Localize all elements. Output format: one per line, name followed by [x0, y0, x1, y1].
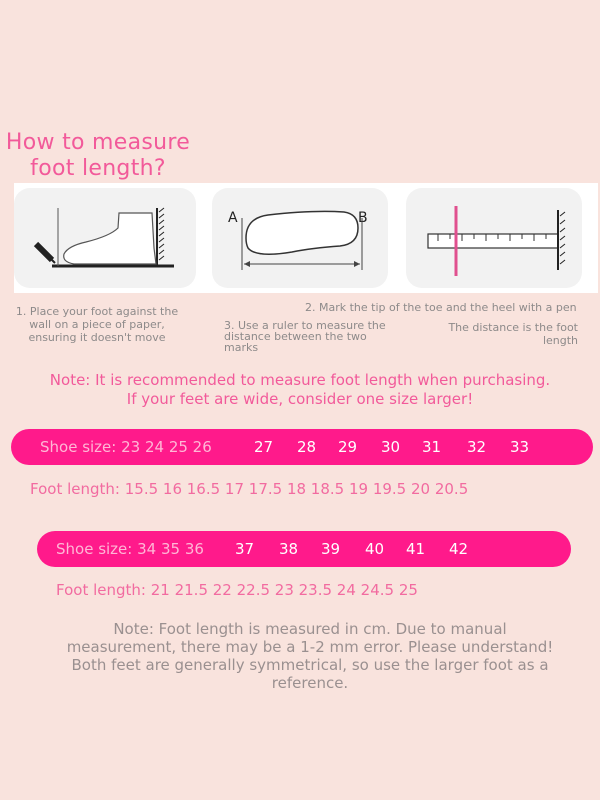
shoe-size-cell: 31: [422, 438, 442, 456]
shoe-size-cell: 32: [467, 438, 487, 456]
shoe-size-cell: 40: [365, 540, 385, 558]
step3-panel: [406, 188, 582, 288]
step3-caption: [224, 320, 404, 353]
measurement-note-line2: measurement, there may be a 1-2 mm error. Please understand!: [66, 638, 554, 656]
shoe-size-label-2: Shoe size: 34 35 36: [56, 540, 204, 558]
foot-outline-icon: [212, 188, 388, 288]
step3-caption-line2: distance between the two: [224, 330, 367, 343]
step1-caption-line2: wall on a piece of paper,: [29, 318, 165, 331]
shoe-size-cell: 38: [279, 540, 299, 558]
foot-against-wall-icon: [14, 188, 196, 288]
step1-panel: [14, 188, 196, 288]
shoe-size-cell: 28: [297, 438, 317, 456]
measurement-note: [30, 620, 590, 692]
purchase-note-line2: If your feet are wide, consider one size larger!: [126, 390, 474, 408]
step1-caption-line3: ensuring it doesn't move: [28, 331, 166, 344]
foot-length-row-2: Foot length: 21 21.5 22 22.5 23 23.5 24 24.5 25: [56, 581, 418, 599]
title-line-2: foot length?: [30, 156, 166, 181]
purchase-note-line1: Note: It is recommended to measure foot length when purchasing.: [49, 371, 551, 389]
step2-caption: 2. Mark the tip of the toe and the heel with a pen: [305, 301, 577, 314]
step4-caption-line2: length: [542, 334, 578, 347]
page-title: [0, 130, 196, 182]
measurement-note-line1: Note: Foot length is measured in cm. Due to manual: [113, 620, 507, 638]
shoe-size-row-1: [11, 429, 593, 465]
step3-caption-line1: 3. Use a ruler to measure the: [224, 319, 386, 332]
shoe-size-cell: 37: [235, 540, 255, 558]
step3-caption-line3: marks: [224, 341, 259, 354]
foot-length-row-1: Foot length: 15.5 16 16.5 17 17.5 18 18.5 19 19.5 20 20.5: [30, 480, 469, 498]
shoe-size-cell: 42: [449, 540, 469, 558]
step1-caption: [4, 305, 190, 344]
shoe-size-cell: 27: [254, 438, 274, 456]
shoe-size-label-1: Shoe size: 23 24 25 26: [40, 438, 212, 456]
measure-steps-illustration: [14, 183, 598, 293]
point-b-label: B: [358, 210, 368, 226]
measurement-note-line3: Both feet are generally symmetrical, so use the larger foot as a: [71, 656, 549, 674]
step4-caption: [420, 321, 578, 347]
shoe-size-row-2: [37, 531, 571, 567]
shoe-size-cell: 39: [321, 540, 341, 558]
step1-caption-line1: 1. Place your foot against the: [15, 305, 179, 318]
shoe-size-cell: 41: [406, 540, 426, 558]
point-a-label: A: [228, 210, 238, 226]
measurement-note-line4: reference.: [271, 674, 349, 692]
step4-caption-line1: The distance is the foot: [448, 321, 578, 334]
ruler-icon: [406, 188, 582, 288]
shoe-size-cell: 33: [510, 438, 530, 456]
step2-panel: [212, 188, 388, 288]
purchase-note: [0, 371, 600, 409]
shoe-size-cell: 30: [381, 438, 401, 456]
shoe-size-cell: 29: [338, 438, 358, 456]
title-line-1: How to measure: [5, 130, 191, 155]
